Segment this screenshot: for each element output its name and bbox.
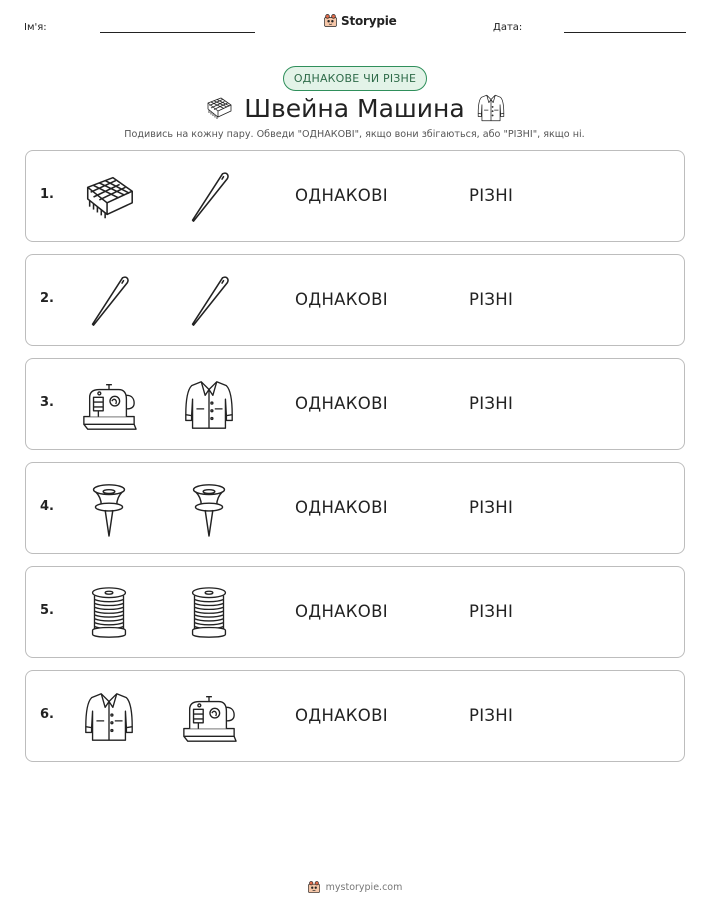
needle-icon [80,272,138,330]
storypie-logo-icon [307,880,321,894]
option-same[interactable]: ОДНАКОВІ [295,706,388,725]
worksheet-header [0,0,709,44]
jacket-icon [475,92,507,124]
sewing-machine-icon [180,688,238,746]
name-label: Ім'я: [24,22,47,33]
storypie-logo-icon [323,13,338,28]
pin-icon [180,480,238,538]
question-row-1 [25,150,685,242]
title-row [0,92,709,126]
row-number: 1. [40,187,54,202]
row-number: 5. [40,603,54,618]
option-same[interactable]: ОДНАКОВІ [295,498,388,517]
instructions: Подивись на кожну пару. Обведи "ОДНАКОВІ", якщо вони збігаються, або "РІЗНІ", якщо ні. [124,129,585,140]
date-label: Дата: [493,22,523,33]
row-number: 2. [40,291,54,306]
option-different[interactable]: РІЗНІ [469,290,514,309]
brand-logo [323,13,397,28]
jacket-icon [180,376,238,434]
thread-spool-icon [180,584,238,642]
question-row-4 [25,462,685,554]
name-line[interactable] [100,32,255,33]
question-row-5 [25,566,685,658]
option-different[interactable]: РІЗНІ [469,186,514,205]
sewing-machine-icon [80,376,138,434]
fabric-icon [80,168,138,226]
jacket-icon [80,688,138,746]
option-same[interactable]: ОДНАКОВІ [295,394,388,413]
footer [0,880,709,894]
needle-icon [180,168,238,226]
option-different[interactable]: РІЗНІ [469,498,514,517]
thread-spool-icon [80,584,138,642]
needle-icon [180,272,238,330]
question-row-3 [25,358,685,450]
question-row-2 [25,254,685,346]
row-number: 4. [40,499,54,514]
page-title: Швейна Машина [244,94,465,123]
row-number: 6. [40,707,54,722]
option-different[interactable]: РІЗНІ [469,706,514,725]
brand-name: Storypie [341,13,397,28]
worksheet-type-badge: ОДНАКОВЕ ЧИ РІЗНЕ [283,66,427,91]
date-line[interactable] [564,32,686,33]
option-different[interactable]: РІЗНІ [469,602,514,621]
option-different[interactable]: РІЗНІ [469,394,514,413]
row-number: 3. [40,395,54,410]
footer-site[interactable]: mystorypie.com [325,881,403,893]
option-same[interactable]: ОДНАКОВІ [295,186,388,205]
option-same[interactable]: ОДНАКОВІ [295,290,388,309]
question-row-6 [25,670,685,762]
pin-icon [80,480,138,538]
option-same[interactable]: ОДНАКОВІ [295,602,388,621]
